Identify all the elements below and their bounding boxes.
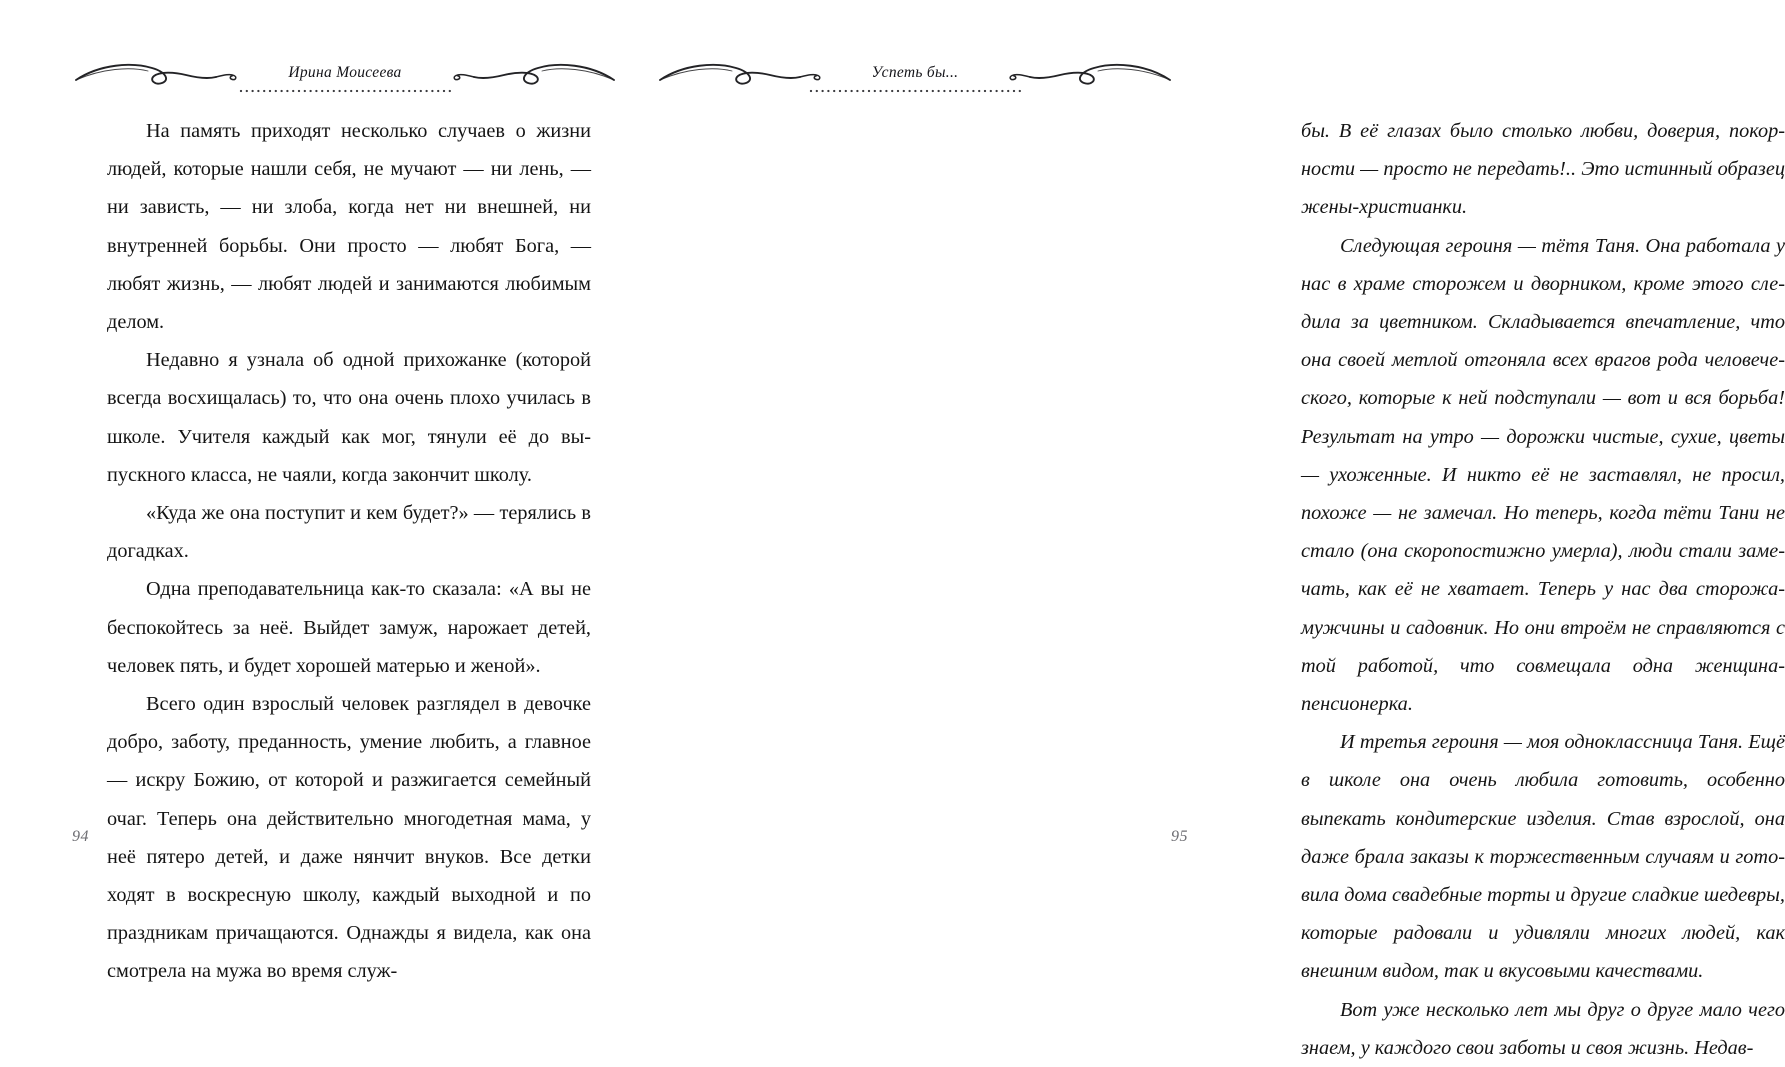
page-number: 95 bbox=[1171, 828, 1188, 845]
paragraph: «Куда же она поступит и кем будет?» — терялись в догадках. bbox=[107, 502, 591, 563]
paragraph: Недавно я узнала об одной прихожанке (которой всегда восхищалась) то, что она очень плохо училась в школе. Учителя каждый как мог, тянули её до выпускного класса, не чаяли, когда закончит школу. bbox=[107, 349, 591, 486]
paragraph: Вот уже несколько лет мы друг о друге мало чего знаем, у каждого свои заботы и своя жизнь. Недав- bbox=[1301, 998, 1785, 1059]
running-head-left bbox=[105, 58, 585, 104]
paragraph: бы. В её глазах было столько любви, доверия, покорности — просто не передать!.. Это истинный образец жены-христианки. bbox=[1301, 120, 1785, 219]
dotted-rule bbox=[239, 87, 451, 95]
running-head-right bbox=[675, 58, 1155, 104]
flourish-swash-icon bbox=[658, 59, 856, 89]
paragraph: На память приходят несколько случаев о жизни людей, которые нашли себя, не мучают — ни лень, — ни зависть, — ни злоба, когда нет ни внешней, ни внутренней борьбы. Они просто — любят Бога, — любят жизнь, — любят людей и занимаются любимым делом. bbox=[107, 120, 591, 334]
paragraph: Одна преподавательница как-то сказала: «А вы не беспокойтесь за неё. Выйдет замуж, нарожает детей, человек пять, и будет хорошей матерью и женой». bbox=[107, 578, 591, 677]
running-head-title: Успеть бы... bbox=[871, 64, 959, 81]
running-head-row bbox=[105, 58, 585, 90]
page-right bbox=[630, 0, 1785, 1059]
flourish-swash-icon bbox=[74, 59, 272, 89]
page-number: 94 bbox=[72, 828, 89, 845]
page-left bbox=[0, 0, 630, 983]
paragraph: Следующая героиня — тётя Таня. Она работала у нас в храме сторожем и дворником, кроме этого следила за цветником. Складывается впечатление, что она своей метлой отгоняла всех врагов рода человеческого, которые к ней подступали — вот и вся борьба! Результат на утро — дорожки чистые, сухие, цветы — ухоженные. И никто её не заставлял, не просил, похоже — не замечал. Но теперь, когда тёти Тани не стало (она скоропостижно умерла), люди стали замечать, как её не хватает. Теперь у нас два сторожа-мужчины и садовник. Но они втроём не справляются с той работой, что совмещала одна женщина-пенсионерка. bbox=[1301, 234, 1785, 716]
running-head-title: Ирина Моисеева bbox=[288, 64, 402, 81]
paragraph: Всего один взрослый человек разглядел в девочке добро, заботу, преданность, умение любить, а главное — искру Божию, от которой и разжигается семейный очаг. Теперь она действительно многодетная мама, у неё пятеро детей, и даже нянчит внуков. Все детки ходят в воскресную школу, каждый выходной и по праздникам причащаются. Однажды я видела, как она смотрела на мужа во время служ- bbox=[107, 693, 591, 983]
body-text-right bbox=[1301, 112, 1785, 1059]
flourish-swash-icon bbox=[974, 59, 1172, 89]
body-text-left bbox=[107, 112, 591, 983]
paragraph: И третья героиня — моя одноклассница Таня. Ещё в школе она очень любила готовить, особенно выпекать кондитерские изделия. Став взрослой, она даже брала заказы к торжественным случаям и готовила дома свадебные торты и другие сладкие шедевры, которые радовали и удивляли многих людей, как внешним видом, так и вкусовыми качествами. bbox=[1301, 731, 1785, 983]
running-head-row bbox=[675, 58, 1155, 90]
dotted-rule bbox=[809, 87, 1021, 95]
flourish-swash-icon bbox=[418, 59, 616, 89]
